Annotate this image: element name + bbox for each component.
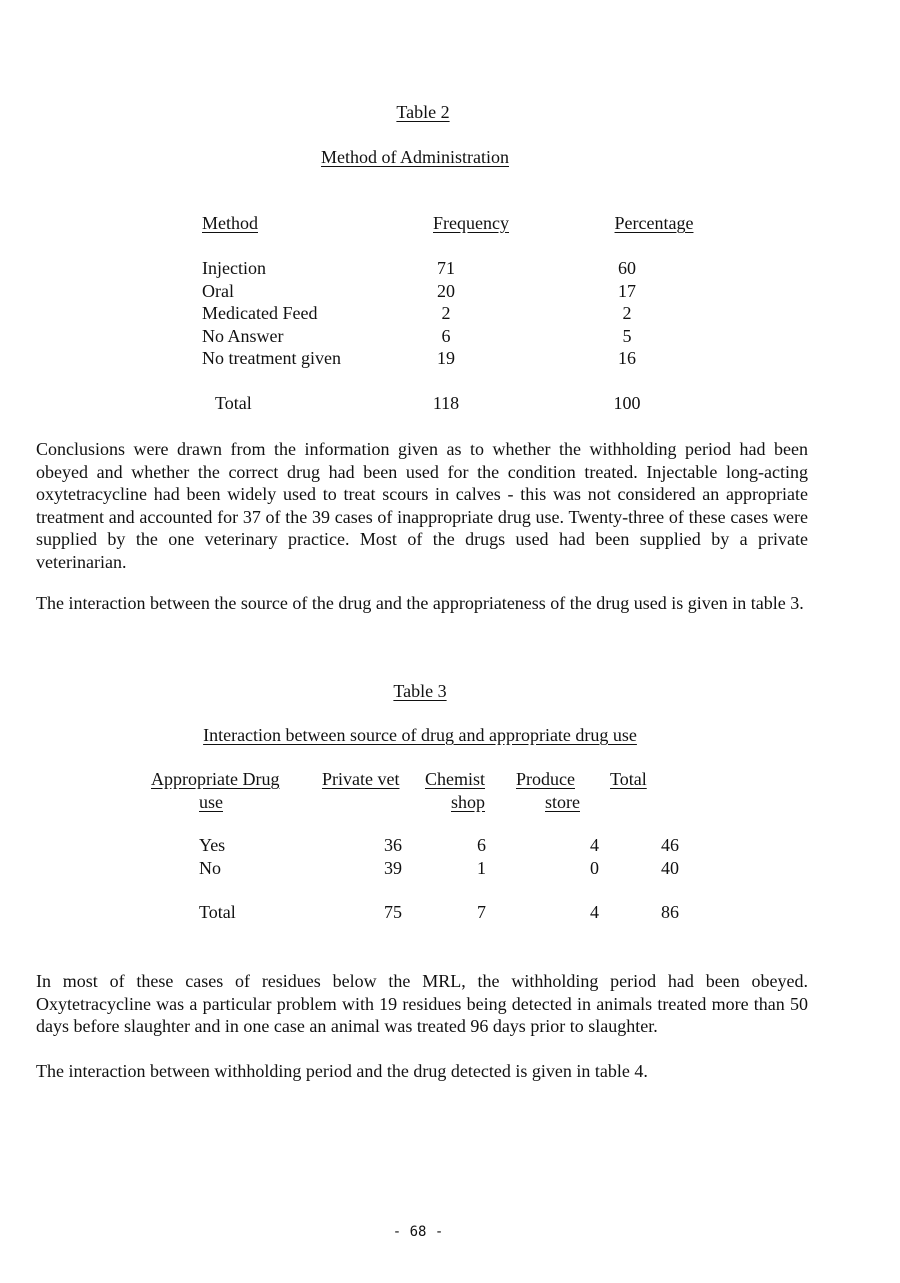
table2-cell-frequency: 71 — [437, 258, 455, 278]
table3-header-private-vet: Private vet — [322, 769, 400, 789]
table3-header-produce: Produce — [516, 769, 575, 789]
table2-header-frequency: Frequency — [433, 213, 509, 233]
paragraph-conclusions: Conclusions were drawn from the information given as to whether the withholding period had been obeyed and whether the correct drug had been used for the condition treated. Injectable long-acting oxytetracycline had been widely used to treat scours in calves - this was not considered an appropriate treatment and accounted for 37 of the 39 cases of inappropriate drug use. Twenty-three of these cases were supplied by the one veterinary practice. Most of the drugs used had been supplied by a private veterinarian. — [36, 439, 808, 572]
table3-cell-label: No — [199, 858, 221, 878]
table3-header-chemist-line2: shop — [451, 792, 486, 812]
table3-total-chemist: 7 — [477, 902, 486, 922]
table3-header-appropriate: Appropriate Drug — [151, 769, 280, 789]
table3-total-label: Total — [199, 902, 236, 922]
table3-cell-total: 40 — [661, 858, 679, 878]
table2-header-method: Method — [202, 213, 258, 233]
table2-cell-method: Medicated Feed — [202, 303, 318, 323]
table2-total-percentage: 100 — [613, 393, 641, 413]
table3-cell-total: 46 — [661, 835, 679, 855]
page-number: - 68 - — [392, 1224, 444, 1240]
table2-cell-percentage: 5 — [622, 326, 632, 346]
table2-header-percentage: Percentage — [614, 213, 694, 233]
paragraph-interaction-withholding: The interaction between withholding period and the drug detected is given in table 4. — [36, 1061, 648, 1081]
table3-header-appropriate-line2: use — [199, 792, 223, 812]
table3-cell-produce: 4 — [590, 835, 599, 855]
table2-cell-percentage: 17 — [618, 281, 636, 301]
table3-cell-private-vet: 36 — [384, 835, 402, 855]
paragraph-residues: In most of these cases of residues below the MRL, the withholding period had been obeyed. Oxytetracycline was a particular problem with 19 residues being detected in animals treated more than 50 days before slaughter and in one case an animal was treated 96 days prior to slaughter. — [36, 971, 808, 1036]
table2-cell-frequency: 6 — [441, 326, 451, 346]
table2-cell-percentage: 60 — [618, 258, 636, 278]
table3-title: Interaction between source of drug and appropriate drug use — [203, 725, 637, 745]
table3-header-chemist: Chemist — [425, 769, 486, 789]
table3-cell-produce: 0 — [590, 858, 599, 878]
table2-cell-method: No Answer — [202, 326, 284, 346]
table2-total-label: Total — [215, 393, 252, 413]
table3-header-total: Total — [610, 769, 647, 789]
table2-title: Method of Administration — [321, 147, 509, 167]
table2-cell-frequency: 19 — [437, 348, 455, 368]
table2-cell-method: No treatment given — [202, 348, 341, 368]
table3-total-private-vet: 75 — [384, 902, 402, 922]
table2-cell-frequency: 2 — [441, 303, 451, 323]
table2-total-frequency: 118 — [432, 393, 460, 413]
table3-cell-chemist: 1 — [477, 858, 486, 878]
table2-cell-percentage: 2 — [622, 303, 632, 323]
table3-cell-chemist: 6 — [477, 835, 486, 855]
table3-header-produce-line2: store — [545, 792, 580, 812]
table2-cell-method: Injection — [202, 258, 266, 278]
table2-cell-percentage: 16 — [618, 348, 636, 368]
table3-total-produce: 4 — [590, 902, 599, 922]
table2-cell-frequency: 20 — [437, 281, 455, 301]
paragraph-interaction-source: The interaction between the source of the drug and the appropriateness of the drug used is given in table 3. — [36, 593, 804, 613]
table2-cell-method: Oral — [202, 281, 234, 301]
table3-total-total: 86 — [661, 902, 679, 922]
table3-cell-label: Yes — [199, 835, 226, 855]
table2-caption: Table 2 — [396, 102, 450, 122]
table3-cell-private-vet: 39 — [384, 858, 402, 878]
table3-caption: Table 3 — [393, 681, 447, 701]
